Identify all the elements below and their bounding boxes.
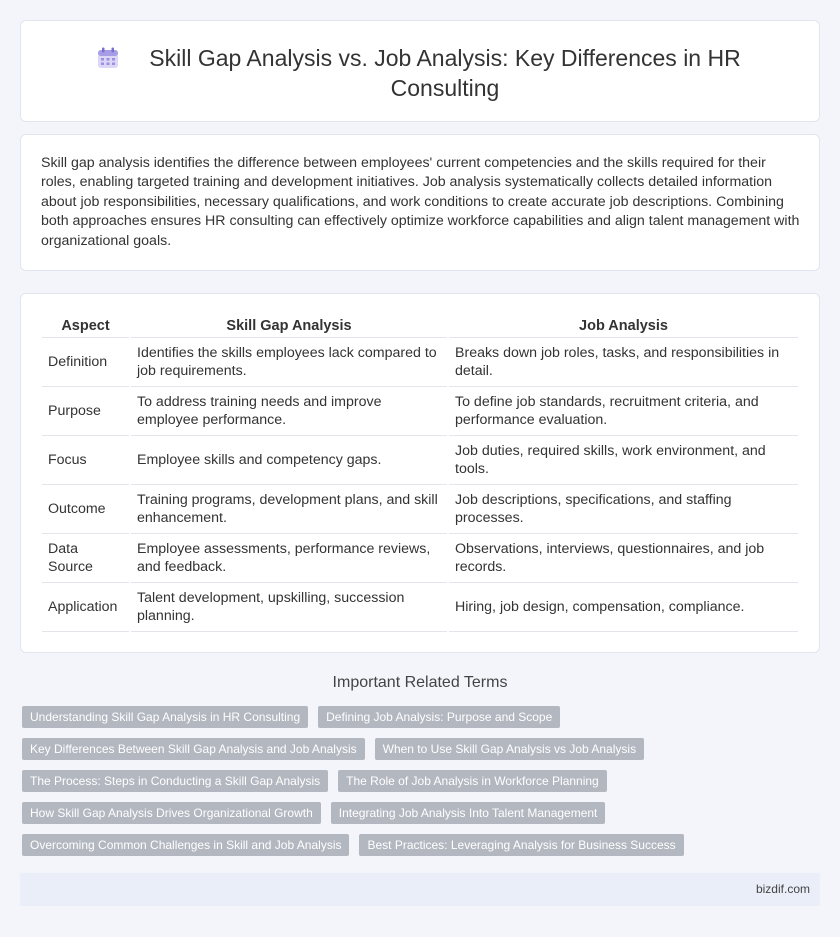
related-term-link[interactable]: Integrating Job Analysis Into Talent Management: [331, 802, 606, 824]
aspect-cell: Application: [42, 582, 130, 631]
job-analysis-cell: Job duties, required skills, work environment, and tools.: [448, 435, 798, 484]
related-terms-list: [22, 706, 702, 866]
table-row: [42, 435, 798, 484]
tag-row: [22, 802, 702, 824]
table-row: [42, 484, 798, 533]
page-title: Skill Gap Analysis vs. Job Analysis: Key Differences in HR Consulting: [149, 45, 741, 101]
comparison-card: [20, 293, 820, 653]
table-header-row: [42, 316, 798, 337]
skill-gap-cell: Employee assessments, performance reviews, and feedback.: [130, 533, 448, 582]
related-term-link[interactable]: The Process: Steps in Conducting a Skill Gap Analysis: [22, 770, 328, 792]
related-term-link[interactable]: Defining Job Analysis: Purpose and Scope: [318, 706, 560, 728]
aspect-cell: Focus: [42, 435, 130, 484]
column-header-aspect: Aspect: [42, 316, 130, 337]
footer-brand[interactable]: bizdif.com: [755, 882, 810, 896]
related-term-link[interactable]: Understanding Skill Gap Analysis in HR Consulting: [22, 706, 308, 728]
related-terms-heading: Important Related Terms: [332, 674, 508, 691]
related-term-link[interactable]: Overcoming Common Challenges in Skill and Job Analysis: [22, 834, 349, 856]
title-card: [20, 20, 820, 122]
table-row: [42, 533, 798, 582]
related-term-link[interactable]: Best Practices: Leveraging Analysis for Business Success: [359, 834, 683, 856]
job-analysis-cell: Observations, interviews, questionnaires, and job records.: [448, 533, 798, 582]
skill-gap-cell: To address training needs and improve employee performance.: [130, 386, 448, 435]
intro-card: [20, 134, 820, 271]
job-analysis-cell: To define job standards, recruitment criteria, and performance evaluation.: [448, 386, 798, 435]
related-term-link[interactable]: Key Differences Between Skill Gap Analysis and Job Analysis: [22, 738, 365, 760]
tag-row: [22, 738, 702, 760]
skill-gap-cell: Employee skills and competency gaps.: [130, 435, 448, 484]
skill-gap-cell: Training programs, development plans, and skill enhancement.: [130, 484, 448, 533]
skill-gap-cell: Talent development, upskilling, succession planning.: [130, 582, 448, 631]
aspect-cell: Definition: [42, 337, 130, 386]
related-term-link[interactable]: When to Use Skill Gap Analysis vs Job Analysis: [375, 738, 644, 760]
job-analysis-cell: Breaks down job roles, tasks, and responsibilities in detail.: [448, 337, 798, 386]
table-row: [42, 386, 798, 435]
table-row: [42, 337, 798, 386]
tag-row: [22, 706, 702, 728]
aspect-cell: Data Source: [42, 533, 130, 582]
column-header-skill-gap: Skill Gap Analysis: [130, 316, 448, 337]
intro-paragraph: Skill gap analysis identifies the difference between employees' current competencies and the skills required for their roles, enabling targeted training and development initiatives. Job analysis systematically collects detailed information about job responsibilities, necessary qualifications, and work conditions to create accurate job descriptions. Combining both approaches ensures HR consulting can effectively optimize workforce capabilities and align talent management with organizational goals.: [41, 155, 800, 249]
related-term-link[interactable]: How Skill Gap Analysis Drives Organizational Growth: [22, 802, 321, 824]
aspect-cell: Outcome: [42, 484, 130, 533]
job-analysis-cell: Hiring, job design, compensation, compliance.: [448, 582, 798, 631]
job-analysis-cell: Job descriptions, specifications, and staffing processes.: [448, 484, 798, 533]
comparison-table: [42, 316, 798, 632]
footer: [20, 873, 820, 906]
table-row: [42, 582, 798, 631]
related-term-link[interactable]: The Role of Job Analysis in Workforce Planning: [338, 770, 607, 792]
column-header-job-analysis: Job Analysis: [448, 316, 798, 337]
tag-row: [22, 770, 702, 792]
aspect-cell: Purpose: [42, 386, 130, 435]
tag-row: [22, 834, 702, 856]
skill-gap-cell: Identifies the skills employees lack compared to job requirements.: [130, 337, 448, 386]
